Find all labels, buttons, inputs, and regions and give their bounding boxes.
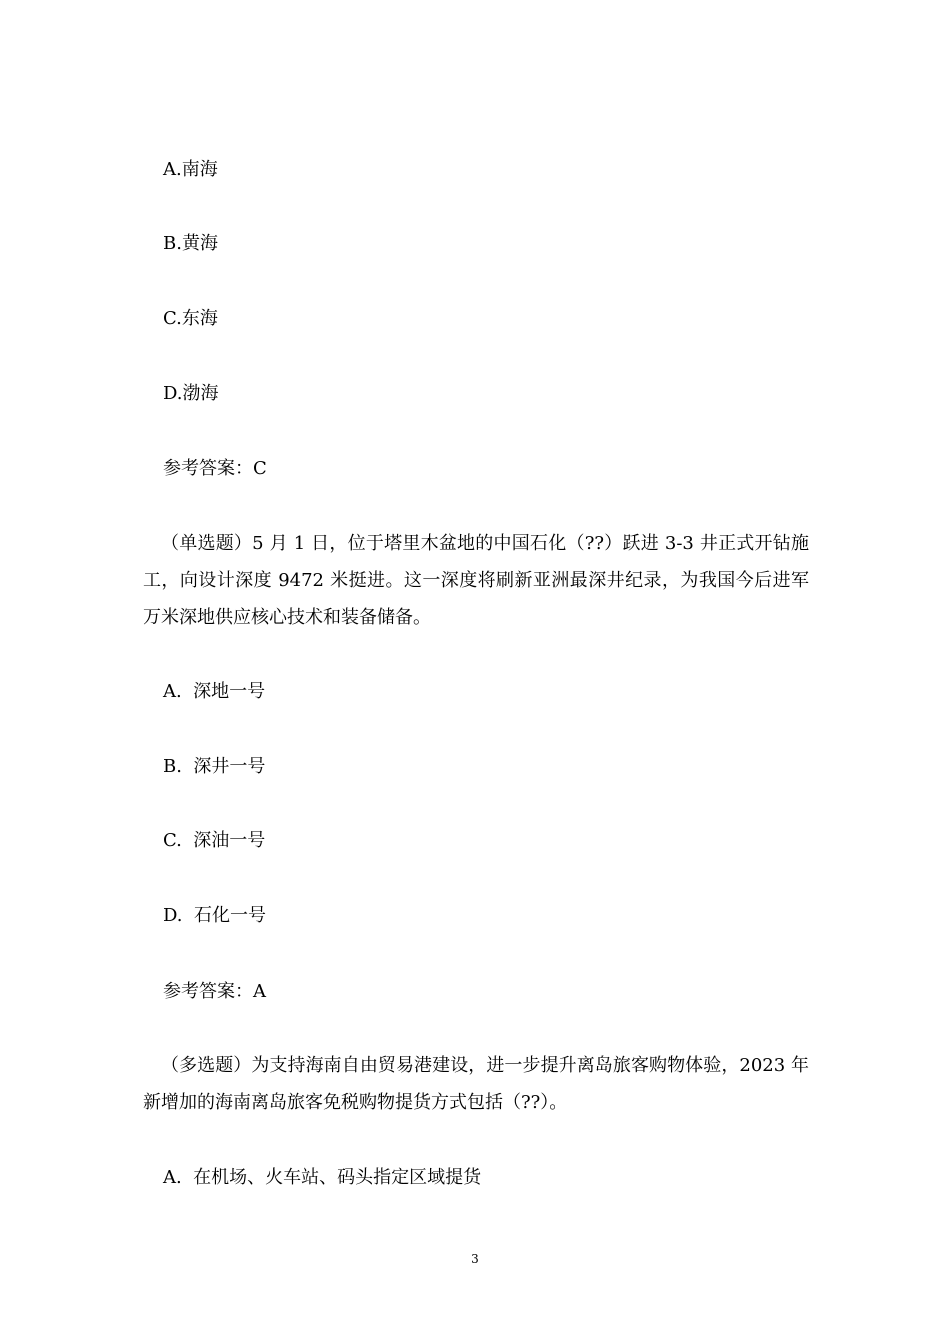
q2-option-a: A. 深地一号	[163, 681, 266, 702]
q2-option-d: D. 石化一号	[163, 905, 266, 926]
q1-option-d: D.渤海	[163, 383, 219, 404]
q1-answer: 参考答案：C	[163, 458, 267, 479]
q1-option-c: C.东海	[163, 308, 218, 329]
q3-question: （多选题）为支持海南自由贸易港建设，进一步提升离岛旅客购物体验，2023 年新增加的海南离岛旅客免税购物提货方式包括（??）。	[143, 1055, 809, 1113]
q2-question: （单选题）5 月 1 日，位于塔里木盆地的中国石化（??）跃进 3-3 井正式开钻施工，向设计深度 9472 米挺进。这一深度将刷新亚洲最深井纪录，为我国今后进军万米深地供应核心技术和装备储备。	[143, 533, 809, 628]
q2-option-c: C. 深油一号	[163, 830, 266, 851]
q1-option-b: B.黄海	[163, 233, 218, 254]
q2-option-b: B. 深井一号	[163, 756, 266, 777]
q1-option-a: A.南海	[163, 159, 218, 180]
q2-answer: 参考答案：A	[163, 981, 266, 1002]
q3-option-a: A. 在机场、火车站、码头指定区域提货	[163, 1167, 482, 1188]
page-number: 3	[471, 1252, 479, 1266]
